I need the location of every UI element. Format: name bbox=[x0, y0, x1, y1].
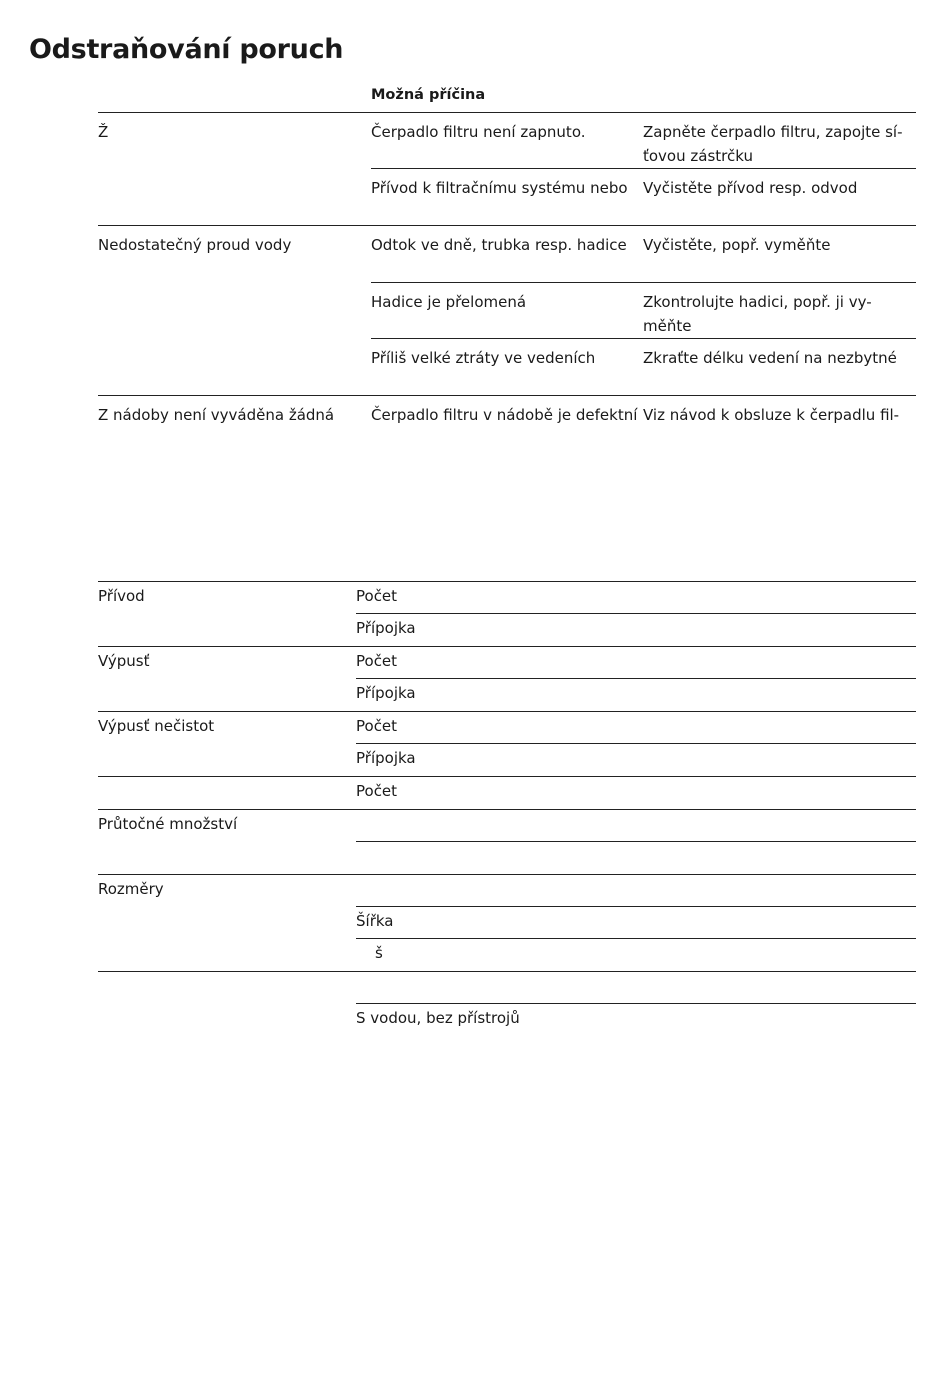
table-group bbox=[98, 113, 916, 226]
spec-row-flow-extra bbox=[98, 842, 916, 874]
divider bbox=[356, 678, 916, 679]
table-group bbox=[98, 396, 916, 456]
header-possible-cause: Možná příčina bbox=[371, 87, 486, 103]
divider bbox=[356, 1003, 916, 1004]
spec-row-inlet bbox=[98, 581, 916, 614]
spec-row-dirt-outlet-connection bbox=[98, 744, 916, 776]
weight-label: S vodou, bez přístrojů bbox=[356, 1009, 520, 1027]
cause-cell: Přívod k filtračnímu systému nebo bbox=[371, 179, 628, 197]
cause-cell: Odtok ve dně, trubka resp. hadice bbox=[371, 236, 627, 254]
cause-cell: Příliš velké ztráty ve vedeních bbox=[371, 349, 596, 367]
remedy-cell: Vyčistěte přívod resp. odvod bbox=[643, 179, 858, 197]
spec-row-count bbox=[98, 776, 916, 809]
remedy-cell: Zkontrolujte hadici, popř. ji vy-měňte bbox=[643, 293, 872, 335]
table-row bbox=[371, 396, 916, 456]
divider bbox=[356, 743, 916, 744]
table-group bbox=[98, 226, 916, 396]
table-row bbox=[371, 226, 916, 283]
remedy-cell: Zkraťte délku vedení na nezbytné bbox=[643, 349, 897, 367]
cause-cell: Čerpadlo filtru v nádobě je defektní bbox=[371, 406, 638, 424]
spec-row-outlet-connection bbox=[98, 679, 916, 711]
remedy-cell: Viz návod k obsluze k čerpadlu fil- bbox=[643, 406, 900, 424]
specifications-table bbox=[98, 581, 916, 1036]
cause-cell: Hadice je přelomená bbox=[371, 293, 527, 311]
count-label: Počet bbox=[356, 587, 398, 605]
connection-label: Přípojka bbox=[356, 684, 416, 702]
table-row bbox=[371, 113, 916, 169]
table-row bbox=[371, 169, 916, 225]
problem-cell: Nedostatečný proud vody bbox=[98, 236, 292, 254]
count-label: Počet bbox=[356, 652, 398, 670]
inlet-label: Přívod bbox=[98, 587, 145, 605]
outlet-label: Výpusť bbox=[98, 652, 150, 670]
flow-label: Průtočné množství bbox=[98, 815, 238, 833]
dimensions-label: Rozměry bbox=[98, 880, 164, 898]
spec-row-weight bbox=[98, 1004, 916, 1036]
spec-row-blank bbox=[98, 971, 916, 1004]
divider bbox=[356, 613, 916, 614]
divider bbox=[356, 841, 916, 842]
dirt-outlet-label: Výpusť nečistot bbox=[98, 717, 215, 735]
spec-row-dimensions bbox=[98, 874, 916, 907]
table-header bbox=[98, 84, 916, 113]
problem-cell: Ž bbox=[98, 123, 109, 141]
divider bbox=[356, 938, 916, 939]
connection-label: Přípojka bbox=[356, 619, 416, 637]
remedy-cell: Vyčistěte, popř. vyměňte bbox=[643, 236, 831, 254]
spec-row-outlet bbox=[98, 646, 916, 679]
table-row bbox=[371, 283, 916, 339]
connection-label: Přípojka bbox=[356, 749, 416, 767]
problem-cell: Z nádoby není vyváděna žádná bbox=[98, 406, 335, 424]
cause-cell: Čerpadlo filtru není zapnuto. bbox=[371, 123, 586, 141]
spec-row-flow bbox=[98, 809, 916, 842]
spec-row-inlet-connection bbox=[98, 614, 916, 646]
spec-row-s bbox=[98, 939, 916, 971]
page-title: Odstraňování poruch bbox=[29, 34, 344, 65]
count-label: Počet bbox=[356, 782, 398, 800]
spec-row-dirt-outlet bbox=[98, 711, 916, 744]
remedy-cell: Zapněte čerpadlo filtru, zapojte sí-ťovou zástrčku bbox=[643, 123, 903, 165]
s-label: š bbox=[375, 944, 383, 962]
count-label: Počet bbox=[356, 717, 398, 735]
width-label: Šířka bbox=[356, 912, 394, 930]
divider bbox=[356, 906, 916, 907]
spec-row-width bbox=[98, 907, 916, 939]
table-row bbox=[371, 339, 916, 395]
troubleshooting-table bbox=[98, 84, 916, 456]
